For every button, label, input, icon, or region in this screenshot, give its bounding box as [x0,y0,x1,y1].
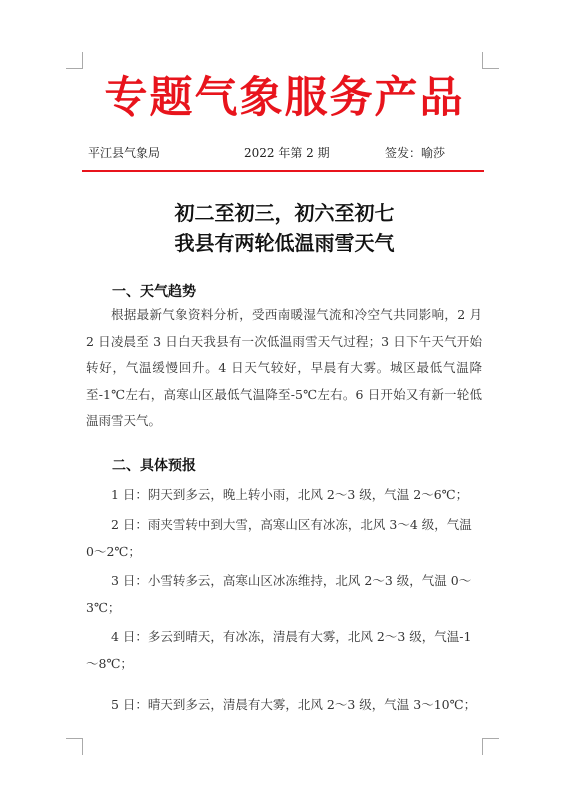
section-heading-trend: 一、天气趋势 [112,284,196,300]
crop-mark-top-left [66,52,83,69]
issuer-label: 平江县气象局 [88,146,161,160]
forecast-item: 3 日：小雪转多云，高寒山区冰冻维持，北风 2～3 级，气温 0～3℃； [86,573,472,615]
forecast-item: 5 日：晴天到多云，清晨有大雾，北风 2～3 级，气温 3～10℃； [111,697,477,712]
forecast-item: 1 日：阴天到多云，晚上转小雨，北风 2～3 级，气温 2～6℃； [111,487,469,502]
signer-label: 签发：喻莎 [385,146,446,160]
trend-paragraph: 根据最新气象资料分析，受西南暖湿气流和冷空气共同影响，2 月 2 日凌晨至 3 日白天我县有一次低温雨雪天气过程；3 日下午天气开始转好，气温缓慢回升。4 日天气较好，早晨有大雾。城区最低气温降至-1℃左右，高寒山区最低气温降至-5℃左右。6 日开始又有新一轮低温雨雪天气。 [86,307,482,428]
crop-mark-bottom-left [66,738,83,755]
header-divider [82,170,484,172]
forecast-item: 2 日：雨夹雪转中到大雪，高寒山区有冰冻，北风 3～4 级，气温 0～2℃； [86,517,472,559]
crop-mark-top-right [482,52,499,69]
issue-number: 2022 年第 2 期 [244,146,330,160]
section-heading-forecast: 二、具体预报 [112,458,196,474]
headline-line-2: 我县有两轮低温雨雪天气 [174,231,395,255]
banner-title: 专题气象服务产品 [104,73,465,123]
headline-line-1: 初二至初三，初六至初七 [174,201,395,225]
crop-mark-bottom-right [482,738,499,755]
forecast-item: 4 日：多云到晴天，有冰冻，清晨有大雾，北风 2～3 级，气温-1～8℃； [86,629,472,671]
